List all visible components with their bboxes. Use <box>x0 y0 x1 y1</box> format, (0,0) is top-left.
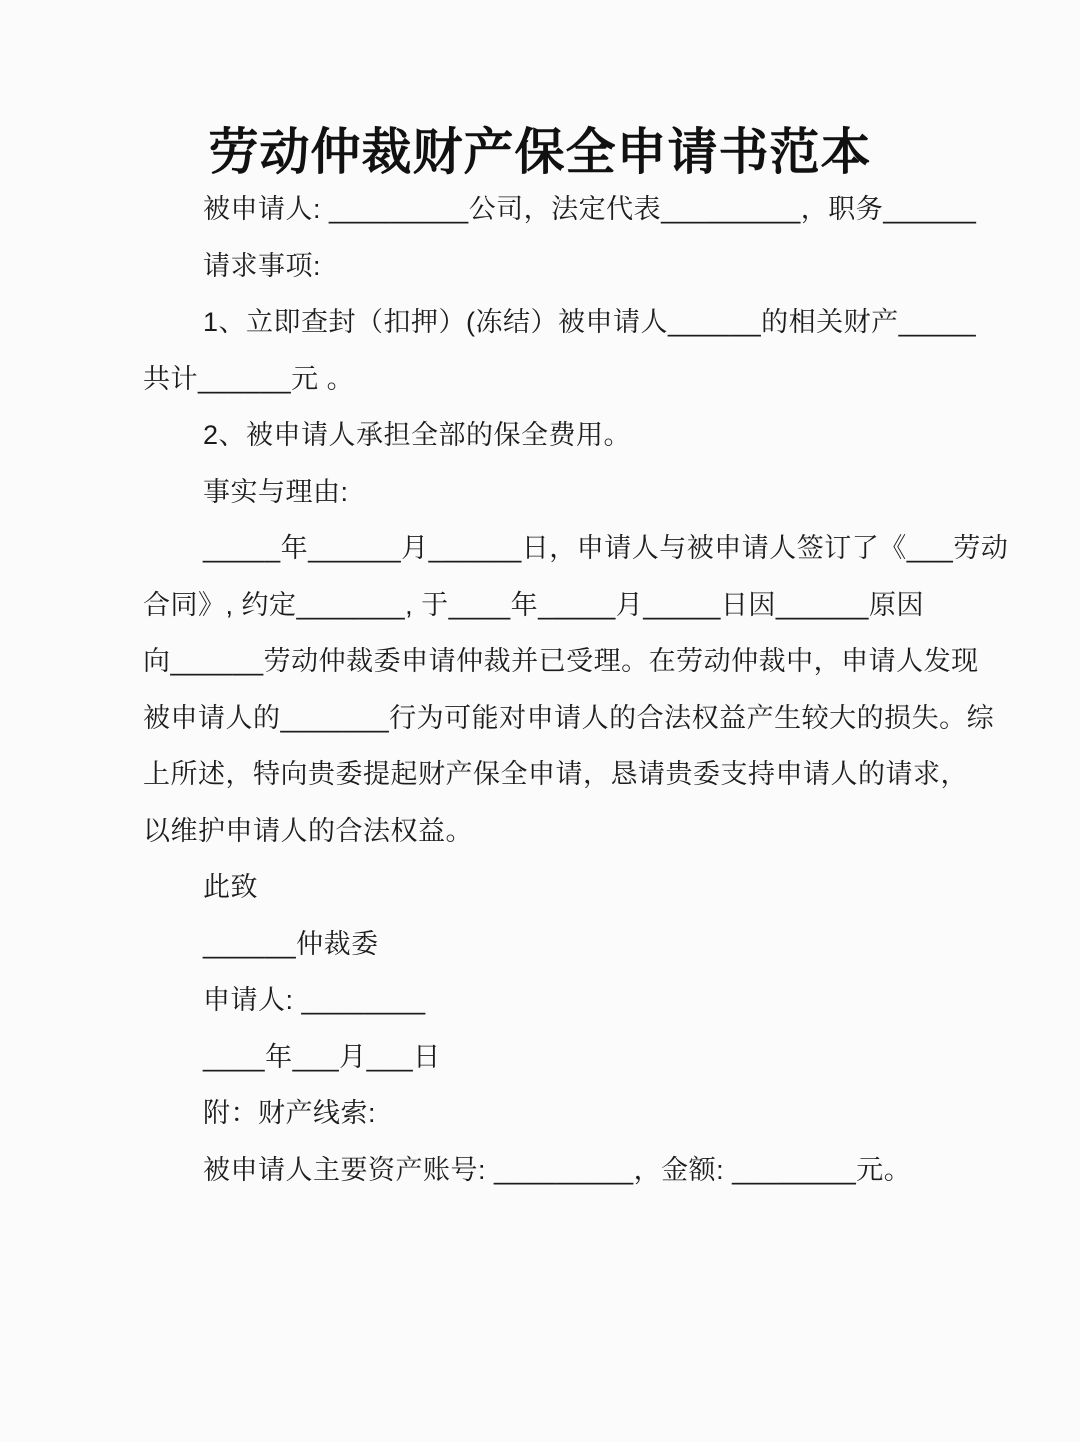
document-line: 合同》, 约定_______, 于____年_____月_____日因______原因 <box>143 589 924 620</box>
document-line: ______仲裁委 <box>203 928 379 959</box>
document-line: 被申请人: _________公司，法定代表_________，职务______ <box>203 194 977 224</box>
document-line: 被申请人主要资产账号: _________，金额: ________元。 <box>203 1154 912 1185</box>
document-line: 以维护申请人的合法权益。 <box>143 815 473 846</box>
document-line: 请求事项: <box>203 250 322 281</box>
document-title: 劳动仲裁财产保全申请书范本 <box>208 123 872 180</box>
document-line: 1、立即查封（扣押）(冻结）被申请人______的相关财产_____ <box>203 307 977 337</box>
document-line: 向______劳动仲裁委申请仲裁并已受理。在劳动仲裁中，申请人发现 <box>143 646 979 676</box>
document-line: 此致 <box>203 872 258 902</box>
document-line: 申请人: ________ <box>203 985 426 1015</box>
document-line: 附：财产线索: <box>203 1098 377 1128</box>
document-line: 事实与理由: <box>203 476 349 507</box>
document-body <box>143 181 1043 1198</box>
document-line: ____年___月___日 <box>203 1041 441 1072</box>
document-line: 2、被申请人承担全部的保全费用。 <box>203 420 632 450</box>
document-line: _____年______月______日，申请人与被申请人签订了《___劳动 <box>203 533 1009 563</box>
document-line: 上所述，特向贵委提起财产保全申请，恳请贵委支持申请人的请求， <box>143 759 968 789</box>
document-line: 共计______元 。 <box>143 363 355 394</box>
document-line: 被申请人的_______行为可能对申请人的合法权益产生较大的损失。综 <box>143 702 995 733</box>
